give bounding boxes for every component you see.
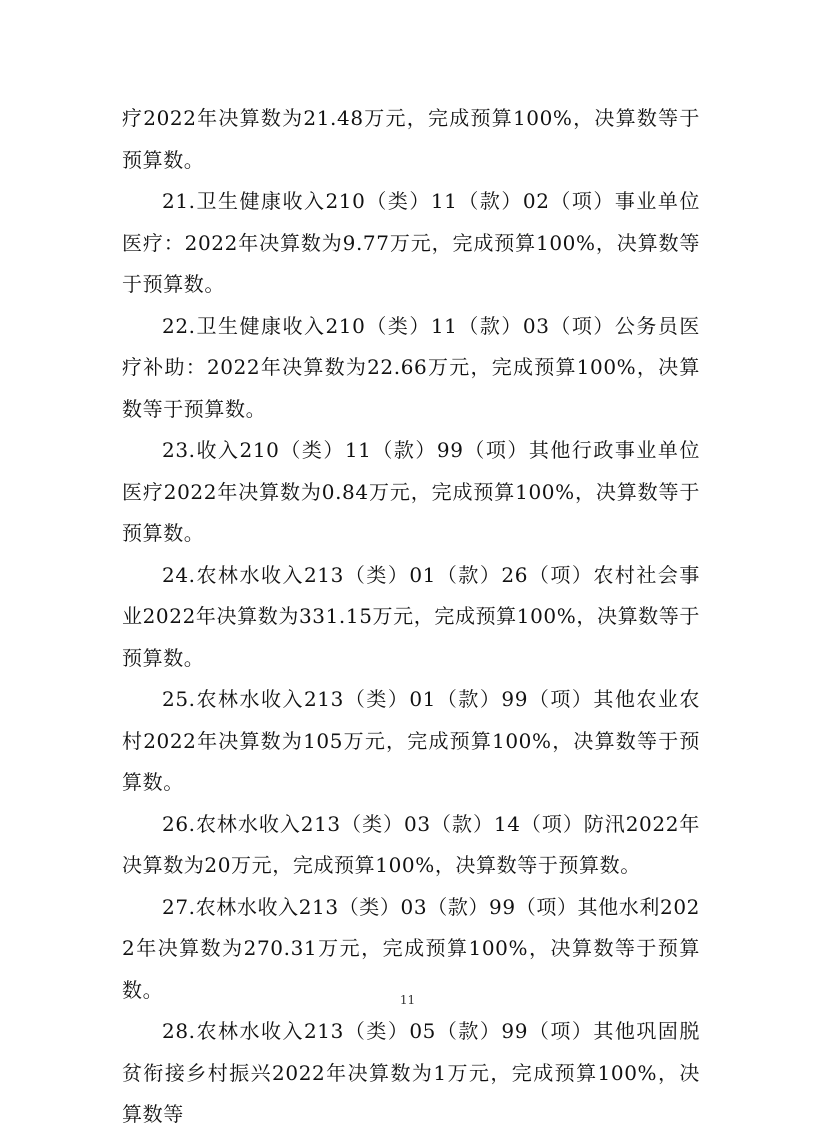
paragraph-item-26: 26.农林水收入213（类）03（款）14（项）防汛2022年决算数为20万元，完成预算100%，决算数等于预算数。 xyxy=(122,811,700,877)
paragraph-continuation: 疗2022年决算数为21.48万元，完成预算100%，决算数等于预算数。 xyxy=(122,106,700,172)
paragraph-item-27: 27.农林水收入213（类）03（款）99（项）其他水利2022年决算数为270.31万元，完成预算100%，决算数等于预算数。 xyxy=(122,894,700,1002)
paragraph-item-23: 23.收入210（类）11（款）99（项）其他行政事业单位医疗2022年决算数为0.84万元，完成预算100%，决算数等于预算数。 xyxy=(122,438,700,545)
paragraph-item-21: 21.卫生健康收入210（类）11（款）02（项）事业单位医疗：2022年决算数为9.77万元，完成预算100%，决算数等于预算数。 xyxy=(122,189,700,296)
paragraph-item-22: 22.卫生健康收入210（类）11（款）03（项）公务员医疗补助：2022年决算数为22.66万元，完成预算100%，决算数等于预算数。 xyxy=(122,313,700,421)
body-text xyxy=(122,98,700,1136)
paragraph-item-24: 24.农林水收入213（类）01（款）26（项）农村社会事业2022年决算数为331.15万元，完成预算100%，决算数等于预算数。 xyxy=(122,562,700,670)
page-number: 11 xyxy=(399,993,416,1007)
paragraph-item-28: 28.农林水收入213（类）05（款）99（项）其他巩固脱贫衔接乡村振兴2022年决算数为1万元，完成预算100%，决算数等 xyxy=(122,1019,700,1126)
paragraph-item-25: 25.农林水收入213（类）01（款）99（项）其他农业农村2022年决算数为105万元，完成预算100%，决算数等于预算数。 xyxy=(122,687,700,794)
